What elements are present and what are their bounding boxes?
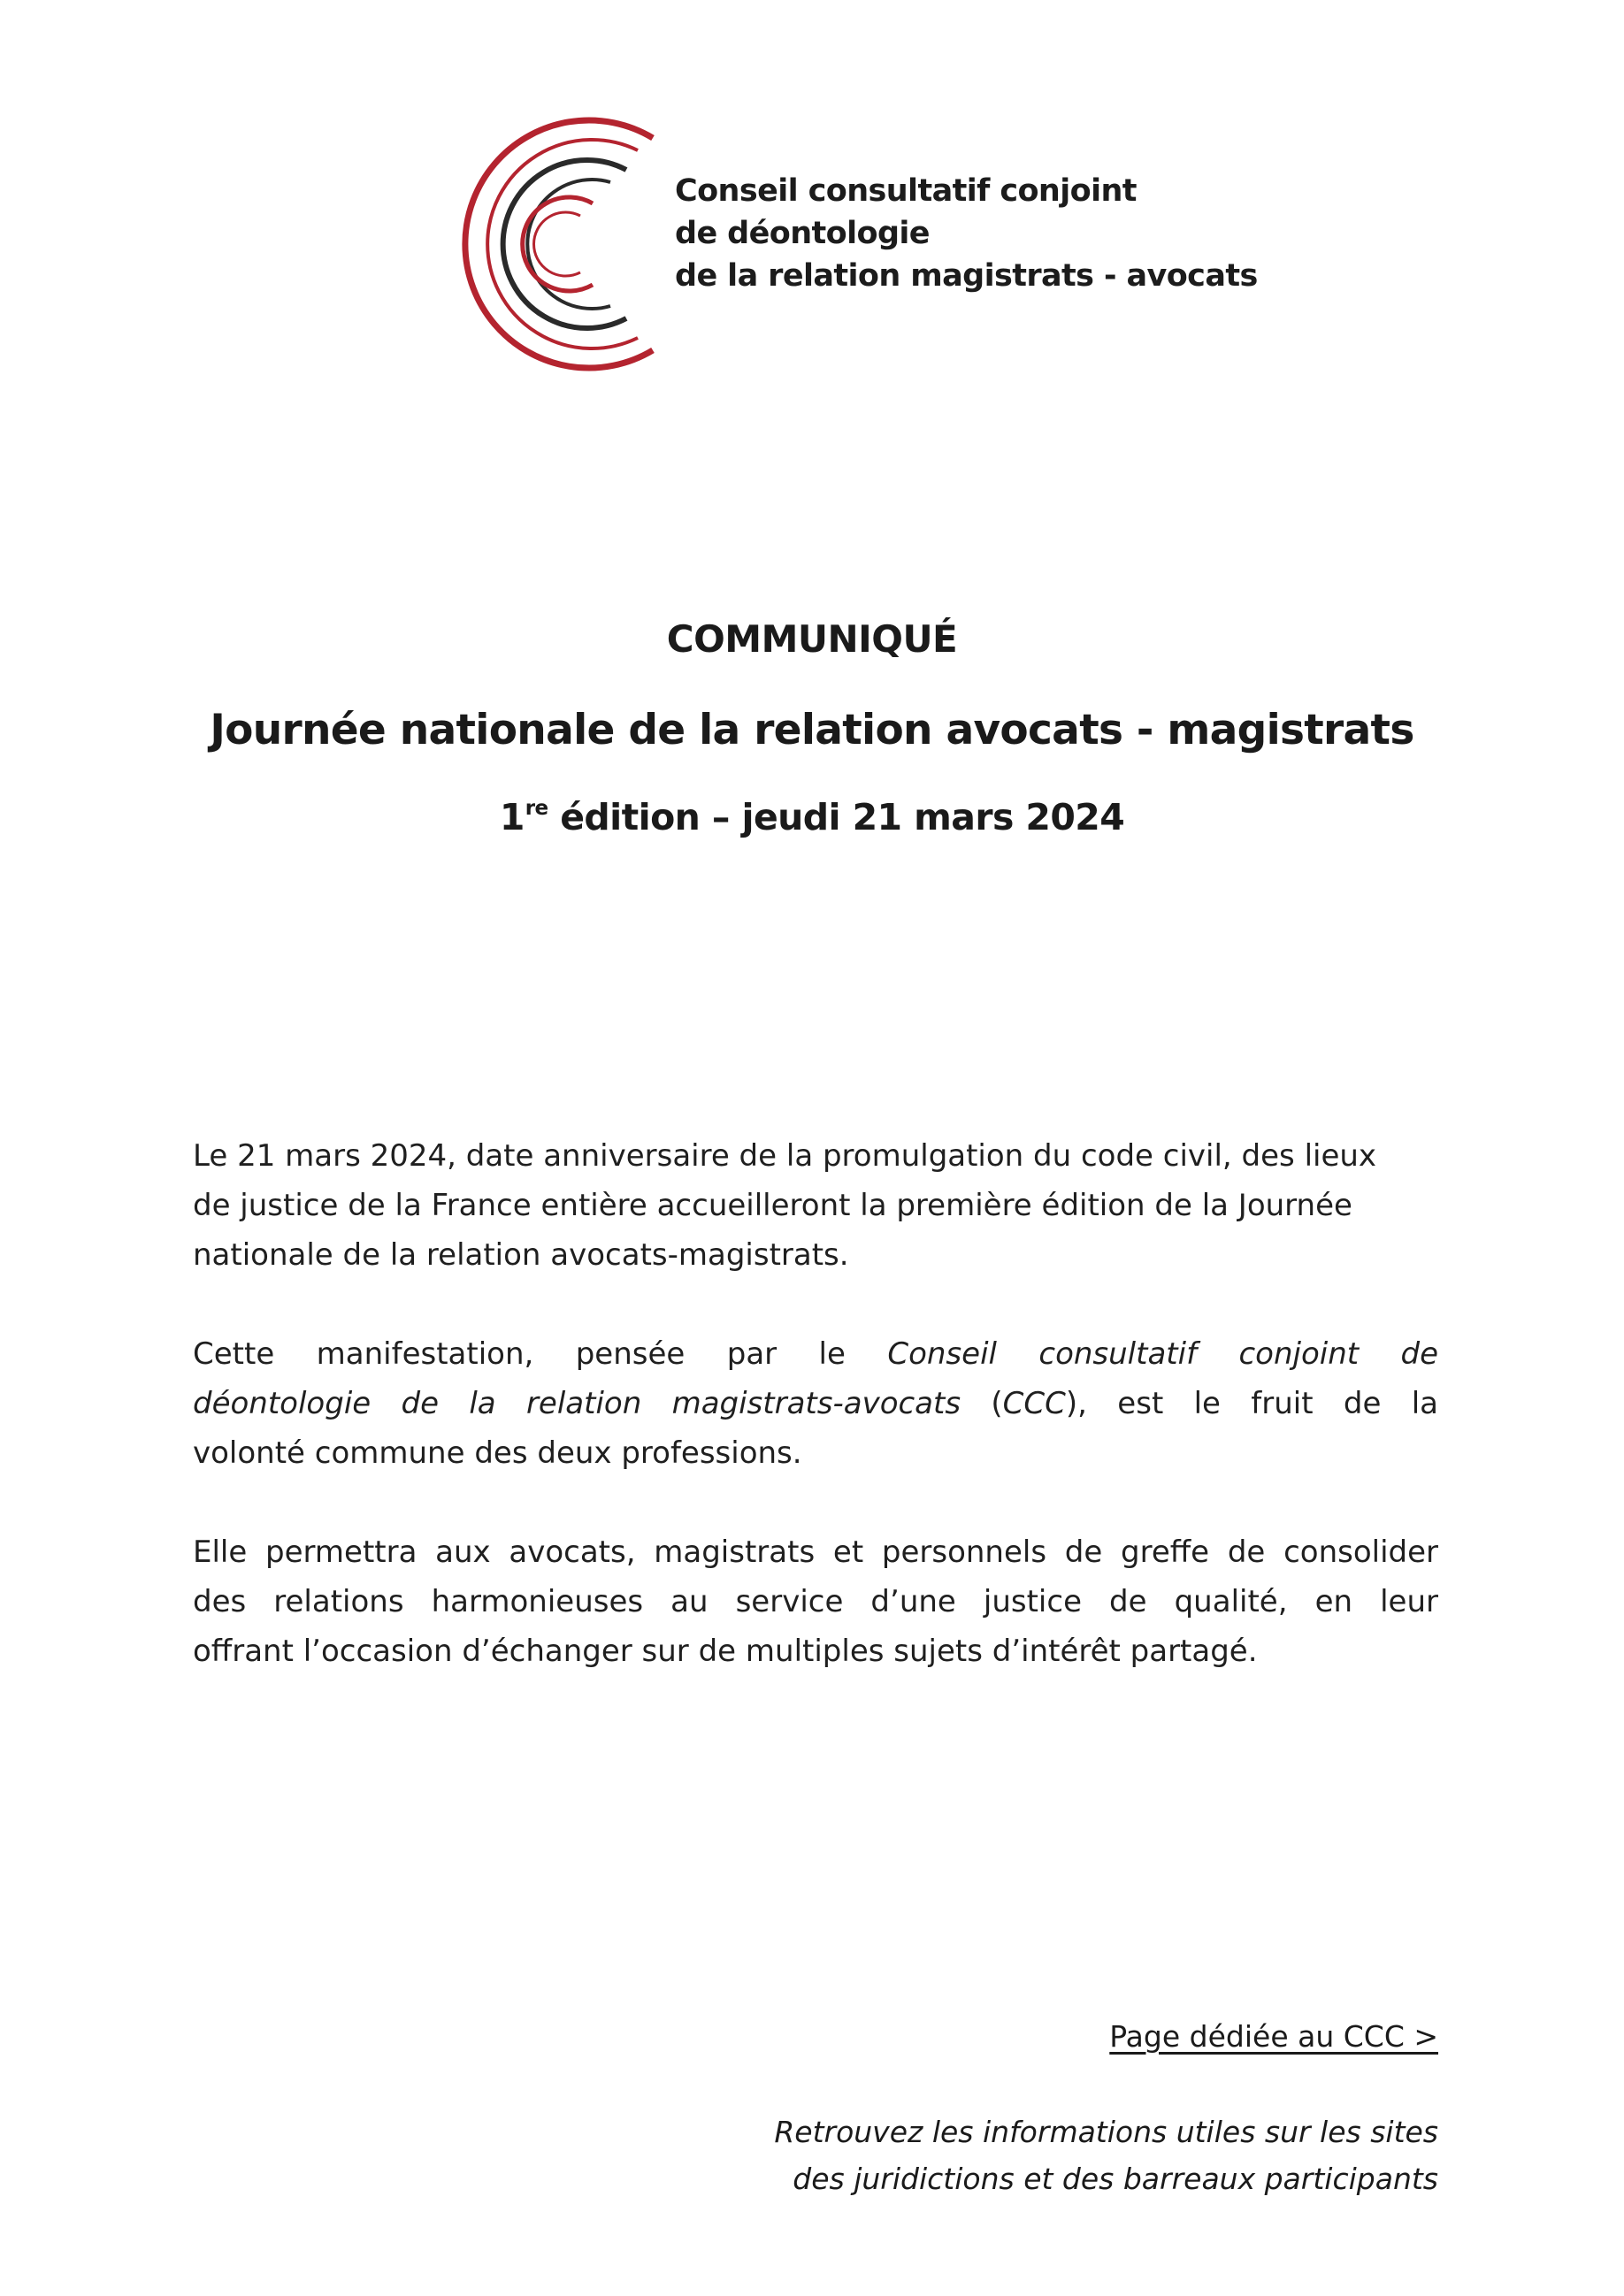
document-edition xyxy=(0,796,1624,838)
document-kicker: COMMUNIQUÉ xyxy=(666,617,958,661)
document-title: Journée nationale de la relation avocats - magistrats xyxy=(210,706,1414,754)
footer-note-line-2: des juridictions et des barreaux participants xyxy=(793,2162,1438,2196)
edition-number: 1 xyxy=(499,796,525,838)
paragraph-1-line-1: Le 21 mars 2024, date anniversaire de la promulgation du code civil, des lieux xyxy=(193,1138,1377,1174)
logo-line-3: de la relation magistrats - avocats xyxy=(675,258,1258,294)
edition-date: édition – jeudi 21 mars 2024 xyxy=(548,796,1125,838)
paragraph-2-line-1 xyxy=(193,1329,1438,1379)
paragraph-1 xyxy=(193,1131,1438,1280)
edition-superscript: re xyxy=(525,797,548,820)
council-name-part-2: déontologie de la relation magistrats-avocats xyxy=(193,1386,961,1421)
paragraph-3-line-2: des relations harmonieuses au service d’une justice de qualité, en leur xyxy=(193,1584,1438,1619)
paragraph-3-line-1: Elle permettra aux avocats, magistrats et personnels de greffe de consolider xyxy=(193,1534,1438,1570)
ccc-logo-icon xyxy=(417,111,669,377)
paragraph-2-text-b: ), est le fruit de la xyxy=(1065,1386,1439,1421)
footer-note xyxy=(774,2108,1438,2202)
paragraph-1-line-3: nationale de la relation avocats-magistrats. xyxy=(193,1237,849,1273)
paragraph-2 xyxy=(193,1329,1438,1478)
paragraph-2-paren-open: ( xyxy=(961,1386,1003,1421)
council-acronym: CCC xyxy=(1002,1386,1066,1421)
paragraph-2-line-2 xyxy=(193,1379,1438,1428)
paragraph-3 xyxy=(193,1527,1438,1676)
paragraph-2-line-3: volonté commune des deux professions. xyxy=(193,1435,802,1471)
council-name-part-1: Conseil consultatif conjoint de xyxy=(887,1336,1438,1372)
footer-note-line-1: Retrouvez les informations utiles sur les sites xyxy=(774,2115,1438,2149)
logo-line-1: Conseil consultatif conjoint xyxy=(675,173,1137,209)
logo-line-2: de déontologie xyxy=(675,216,930,251)
logo-wordmark xyxy=(675,170,1258,297)
ccc-page-link[interactable]: Page dédiée au CCC > xyxy=(1109,2019,1438,2054)
paragraph-2-text-a: Cette manifestation, pensée par le xyxy=(193,1336,888,1372)
paragraph-1-line-2: de justice de la France entière accueilleront la première édition de la Journée xyxy=(193,1188,1352,1223)
paragraph-3-line-3: offrant l’occasion d’échanger sur de multiples sujets d’intérêt partagé. xyxy=(193,1634,1258,1669)
